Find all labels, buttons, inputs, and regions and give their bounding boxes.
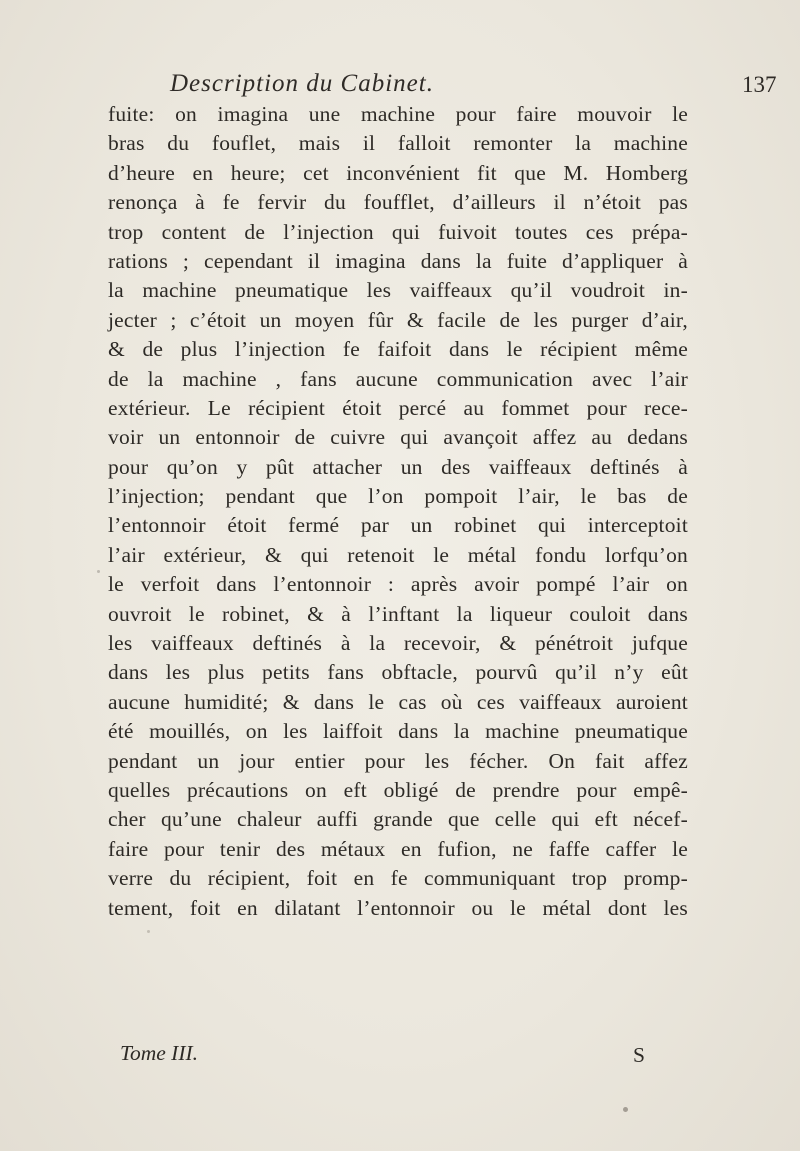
text-line: faire pour tenir des métaux en fufion, ne faffe caffer le	[108, 836, 688, 861]
text-line: de la machine , fans aucune communication avec l’air	[108, 366, 688, 391]
body-text	[108, 100, 688, 923]
page-number: 137	[742, 72, 777, 97]
text-line: les vaiffeaux deftinés à la recevoir, & pénétroit jufque	[108, 631, 688, 656]
text-line: quelles précautions on eft obligé de prendre pour empê-	[108, 777, 688, 802]
text-line: été mouillés, on les laiffoit dans la machine pneumatique	[108, 719, 688, 744]
text-line: renonça à fe fervir du foufflet, d’ailleurs il n’étoit pas	[108, 190, 688, 215]
text-line: jecter ; c’étoit un moyen fûr & facile de les purger d’air,	[108, 307, 688, 332]
text-line: extérieur. Le récipient étoit percé au fommet pour rece-	[108, 395, 688, 420]
text-line: la machine pneumatique les vaiffeaux qu’il voudroit in-	[108, 278, 688, 303]
text-line: pour qu’on y pût attacher un des vaiffeaux deftinés à	[108, 454, 688, 479]
running-head: Description du Cabinet.	[170, 70, 434, 97]
text-line: d’heure en heure; cet inconvénient fit que M. Homberg	[108, 160, 688, 185]
text-line: l’injection; pendant que l’on pompoit l’air, le bas de	[108, 484, 688, 509]
paper-speck	[97, 570, 100, 573]
text-line: verre du récipient, foit en fe communiquant trop promp-	[108, 866, 688, 891]
text-line: & de plus l’injection fe faifoit dans le récipient même	[108, 337, 688, 362]
volume-label: Tome III.	[120, 1041, 199, 1065]
text-line: le verfoit dans l’entonnoir : après avoir pompé l’air on	[108, 572, 688, 597]
text-line: l’air extérieur, & qui retenoit le métal fondu lorfqu’on	[108, 542, 688, 567]
text-line: ouvroit le robinet, & à l’inftant la liqueur couloit dans	[108, 601, 688, 626]
text-line: dans les plus petits fans obftacle, pourvû qu’il n’y eût	[108, 660, 688, 685]
paper-speck	[147, 930, 150, 933]
text-line: tement, foit en dilatant l’entonnoir ou le métal dont les	[108, 895, 688, 920]
text-line: rations ; cependant il imagina dans la fuite d’appliquer à	[108, 248, 688, 273]
text-line: aucune humidité; & dans le cas où ces vaiffeaux auroient	[108, 689, 688, 714]
text-line: cher qu’une chaleur auffi grande que celle qui eft nécef-	[108, 807, 688, 832]
text-line: pendant un jour entier pour les fécher. On fait affez	[108, 748, 688, 773]
text-line: bras du fouflet, mais il falloit remonter la machine	[108, 131, 688, 156]
page-footer	[108, 1041, 688, 1071]
text-line: trop content de l’injection qui fuivoit toutes ces prépa-	[108, 219, 688, 244]
text-line: l’entonnoir étoit fermé par un robinet qui interceptoit	[108, 513, 688, 538]
text-line: fuite: on imagina une machine pour faire mouvoir le	[108, 102, 688, 126]
paper-speck	[623, 1107, 628, 1112]
text-line: voir un entonnoir de cuivre qui avançoit affez au dedans	[108, 425, 688, 450]
signature-mark: S	[633, 1043, 645, 1067]
